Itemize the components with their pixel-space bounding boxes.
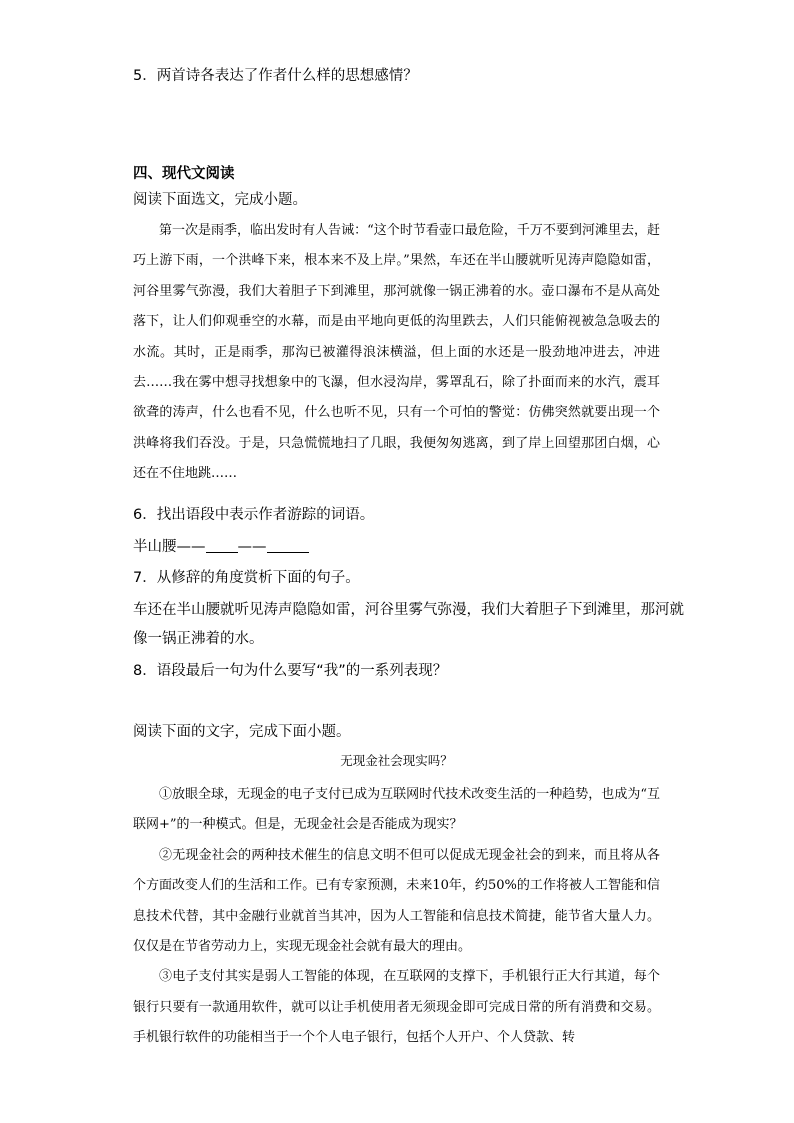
section-heading: 四、现代文阅读 xyxy=(133,166,235,182)
question-8: 8．语段最后一句为什么要写“我”的一系列表现？ xyxy=(133,663,448,679)
passage-1 xyxy=(133,216,660,490)
passage-2-paragraph-1: ①放眼全球，无现金的电子支付已成为互联网时代技术改变生活的一种趋势，也成为“互联网+”的一种模式。但是，无现金社会是否能成为现实？ xyxy=(133,787,660,833)
dash: —— xyxy=(176,539,206,555)
question-7-sentence-line-1: 车还在半山腰就听见涛声隐隐如雷，河谷里雾气弥漫，我们大着胆子下到滩里，那河就 xyxy=(133,602,684,618)
question-6: 6．找出语段中表示作者游踪的词语。 xyxy=(133,507,375,523)
section-instruction: 阅读下面选文，完成小题。 xyxy=(133,192,307,208)
question-6-answer xyxy=(133,537,309,557)
dash: —— xyxy=(237,539,267,555)
article-title: 无现金社会现实吗？ xyxy=(340,753,453,768)
question-5: 5．两首诗各表达了作者什么样的思想感情？ xyxy=(133,68,418,84)
question-7-sentence-line-2: 像一锅正沸着的水。 xyxy=(133,631,264,647)
passage-1-paragraph: 第一次是雨季，临出发时有人告诫：“这个时节看壶口最危险，千万不要到河滩里去，赶巧上游下雨，一个洪峰下来，根本来不及上岸。”果然，车还在半山腰就听见涛声隐隐如雷，河谷里雾气弥漫，我们大着胆子下到滩里，那河就像一锅正沸着的水。壶口瀑布不是从高处落下，让人们仰观垂空的水幕，而是由平地向更低的沟里跌去，人们只能俯视被急急吸去的水流。其时，正是雨季，那沟已被灌得浪沫横溢，但上面的水还是一股劲地冲进去，冲进去……我在雾中想寻找想象中的飞瀑，但水浸沟岸，雾罩乱石，除了扑面而来的水汽，震耳欲聋的涛声，什么也看不见，什么也听不见，只有一个可怕的警觉：仿佛突然就要出现一个洪峰将我们吞没。于是，只急慌慌地扫了几眼，我便匆匆逃离，到了岸上回望那团白烟，心还在不住地跳…… xyxy=(133,223,660,482)
passage-2 xyxy=(133,780,660,1054)
answer-blank-2[interactable] xyxy=(267,537,309,553)
passage-2-paragraph-3: ③电子支付其实是弱人工智能的体现，在互联网的支撑下，手机银行正大行其道，每个银行只要有一款通用软件，就可以让手机使用者无须现金即可完成日常的所有消费和交易。手机银行软件的功能相当于一个个人电子银行，包括个人开户、个人贷款、转 xyxy=(133,969,660,1046)
reading-2-instruction: 阅读下面的文字，完成下面小题。 xyxy=(133,724,351,740)
answer-prefix: 半山腰 xyxy=(133,539,177,555)
answer-blank-1[interactable] xyxy=(206,537,238,553)
question-7: 7．从修辞的角度赏析下面的句子。 xyxy=(133,570,360,586)
passage-2-paragraph-2: ②无现金社会的两种技术催生的信息文明不但可以促成无现金社会的到来，而且将从各个方面改变人们的生活和工作。已有专家预测，未来10年，约50%的工作将被人工智能和信息技术代替，其中金融行业就首当其冲，因为人工智能和信息技术简捷，能节省大量人力。仅仅是在节省劳动力上，实现无现金社会就有最大的理由。 xyxy=(133,847,660,955)
